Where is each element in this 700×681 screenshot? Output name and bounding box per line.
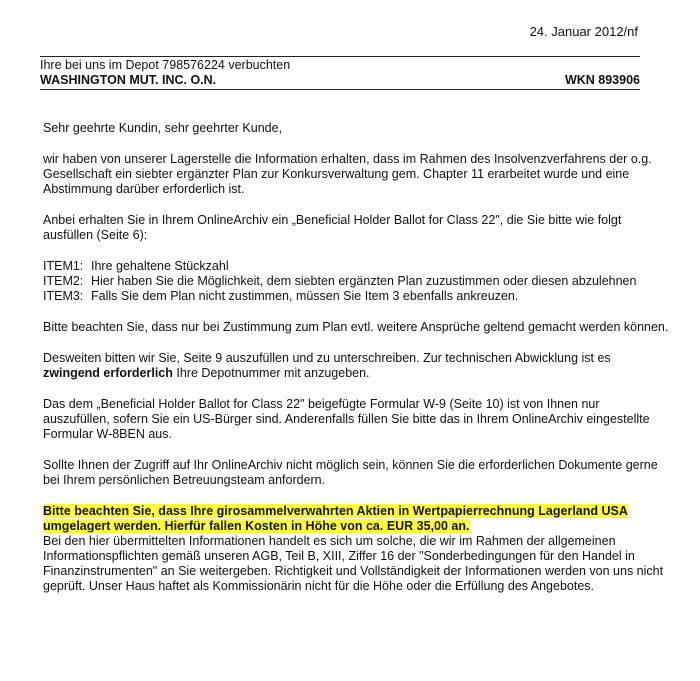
- sign-text-after: Ihre Depotnummer mit anzugeben.: [172, 366, 370, 380]
- highlighted-notice: [43, 504, 669, 534]
- security-name: WASHINGTON MUT. INC. O.N.: [40, 73, 217, 87]
- highlighted-notice-text: Bitte beachten Sie, dass Ihre girosammelverwahrten Aktien in Wertpapierrechnung Lagerland USA umgelagert werden. Hierfür fallen Kosten in Höhe von ca. EUR 35,00 an.: [43, 504, 628, 533]
- paragraph-access: Sollte Ihnen der Zugriff auf Ihr OnlineArchiv nicht möglich sein, können Sie die erforderlichen Dokumente gerne bei Ihrem persönlichen Betreuungsteam anfordern.: [43, 458, 658, 487]
- security-line: [40, 73, 640, 90]
- sign-text-before: Desweiten bitten wir Sie, Seite 9 auszufüllen und zu unterschreiben. Zur technischen Abwicklung ist es: [43, 351, 611, 365]
- wkn-number: WKN 893906: [564, 73, 640, 87]
- paragraph-sign: [43, 351, 669, 381]
- salutation: Sehr geehrte Kundin, sehr geehrter Kunde,: [43, 121, 283, 135]
- paragraph-disclaimer: Bei den hier übermittelten Informationen handelt es sich um solche, die wir im Rahmen der allgemeinen Informationspflichten gemäß unseren AGB, Teil B, XIII, Ziffer 16 der "Sonderbedingungen für den Handel in Finanzinstrumenten" an Sie weitergeben. Richtigkeit und Vollständigkeit der Informationen werden von uns nicht geprüft. Unser Haus haftet als Kommissionärin nicht für die Höhe oder die Erfüllung des Angebotes.: [43, 534, 664, 593]
- item-key: ITEM2:: [43, 274, 84, 288]
- item-text: Ihre gehaltene Stückzahl: [91, 259, 229, 273]
- item-text: Falls Sie dem Plan nicht zustimmen, müssen Sie Item 3 ebenfalls ankreuzen.: [91, 289, 519, 303]
- depot-line: Ihre bei uns im Depot 798576224 verbuchten: [40, 56, 640, 73]
- depot-header: [40, 56, 640, 90]
- paragraph-w9: Das dem „Beneficial Holder Ballot for Class 22" beigefügte Formular W-9 (Seite 10) ist von Ihnen nur auszufüllen, sofern Sie ein US-Bürger sind. Anderenfalls füllen Sie bitte das in Ihrem OnlineArchiv eingestellte Formular W-8BEN aus.: [43, 397, 650, 441]
- list-item: [43, 274, 669, 289]
- list-item: [43, 289, 669, 304]
- paragraph-ballot: Anbei erhalten Sie in Ihrem OnlineArchiv ein „Beneficial Holder Ballot for Class 22", die Sie bitte wie folgt ausfüllen (Seite 6):: [43, 213, 622, 242]
- letter-date: 24. Januar 2012/nf: [529, 24, 638, 39]
- list-item: [43, 259, 669, 274]
- paragraph-insolvency: wir haben von unserer Lagerstelle die Information erhalten, dass im Rahmen des Insolvenzverfahrens der o.g. Gesellschaft ein siebter ergänzter Plan zur Konkursverwaltung gem. Chapter 11 erarbeitet wurde und eine Abstimmung darüber erforderlich ist.: [43, 152, 652, 196]
- item-key: ITEM1:: [43, 259, 84, 273]
- item-text: Hier haben Sie die Möglichkeit, dem siebten ergänzten Plan zuzustimmen oder diesen abzulehnen: [91, 274, 637, 288]
- item-key: ITEM3:: [43, 289, 84, 303]
- letter-body: [43, 121, 669, 610]
- sign-text-emphasis: zwingend erforderlich: [43, 366, 173, 380]
- paragraph-consent: Bitte beachten Sie, dass nur bei Zustimmung zum Plan evtl. weitere Ansprüche geltend gemacht werden können.: [43, 320, 669, 334]
- item-list: [43, 259, 669, 304]
